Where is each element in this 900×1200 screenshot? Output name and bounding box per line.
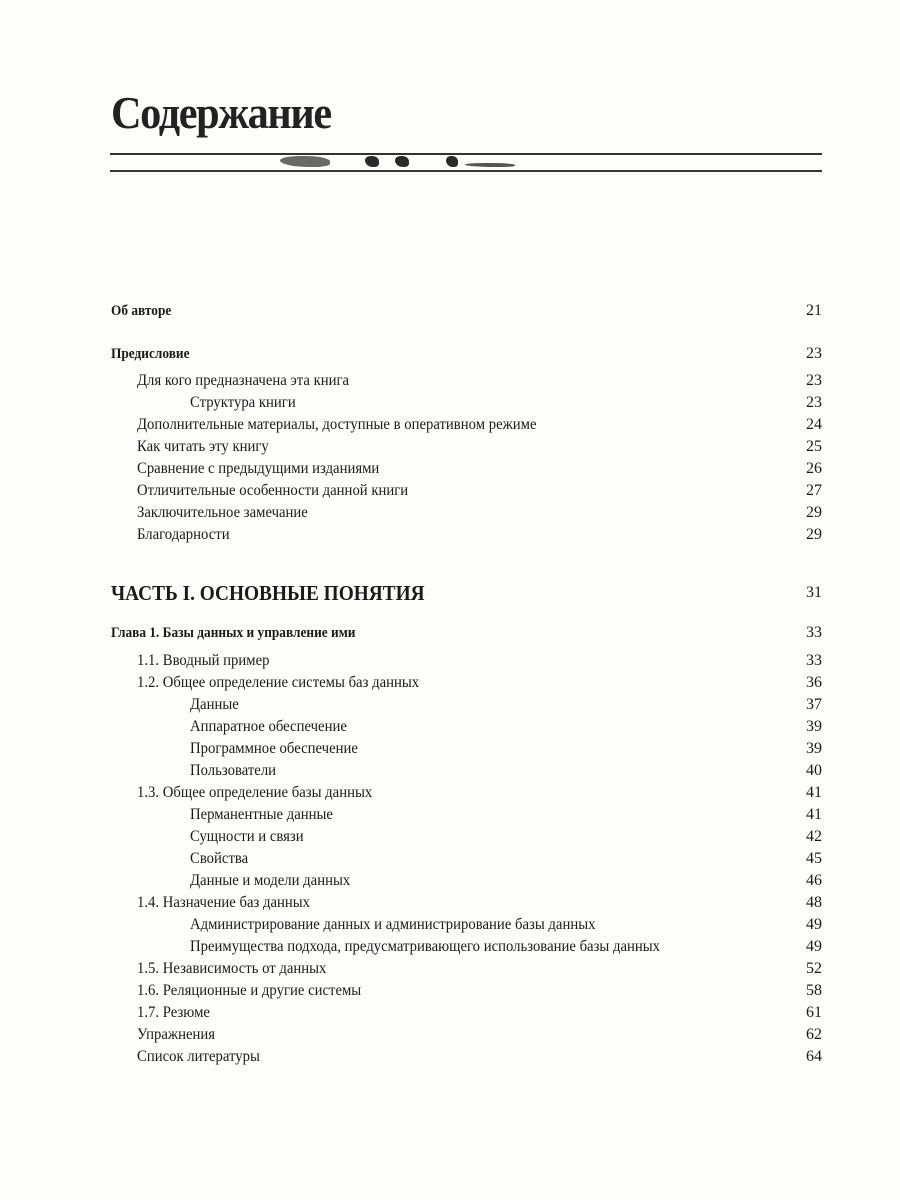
- toc-page-number: 61: [806, 1004, 822, 1021]
- toc-entry-title: 1.6. Реляционные и другие системы: [137, 982, 362, 999]
- toc-entry-title: Аппаратное обеспечение: [190, 718, 347, 735]
- toc-entry-title: Перманентные данные: [190, 806, 333, 823]
- toc-entry-title: 1.4. Назначение баз данных: [137, 894, 311, 911]
- toc-entry: [0, 848, 900, 870]
- toc-entry-title: 1.3. Общее определение базы данных: [137, 784, 373, 801]
- toc-page-number: 49: [806, 916, 822, 933]
- toc-page-number: 49: [806, 938, 822, 955]
- toc-entry-title: Как читать эту книгу: [137, 438, 269, 455]
- toc-entry-title: 1.5. Независимость от данных: [137, 960, 327, 977]
- toc-entry-title: 1.2. Общее определение системы баз данных: [137, 674, 420, 691]
- toc-page-number: 29: [806, 526, 822, 543]
- toc-entry: [0, 936, 900, 958]
- toc-page-number: 27: [806, 482, 822, 499]
- toc-page-number: 31: [806, 584, 822, 601]
- toc-entry: [0, 524, 900, 546]
- toc-entry: [0, 716, 900, 738]
- toc-entry-title: 1.7. Резюме: [137, 1004, 210, 1021]
- toc-entry-title: Отличительные особенности данной книги: [137, 482, 409, 499]
- toc-entry-title: Глава 1. Базы данных и управление ими: [111, 625, 356, 641]
- toc-entry-title: Сущности и связи: [190, 828, 304, 845]
- toc-entry-title: Заключительное замечание: [137, 504, 308, 521]
- toc-entry: [0, 1024, 900, 1046]
- toc-entry: [0, 782, 900, 804]
- toc-page-number: 33: [806, 652, 822, 669]
- toc-page-number: 36: [806, 674, 822, 691]
- toc-entry-title: Структура книги: [190, 394, 296, 411]
- decorative-rule: [110, 153, 822, 172]
- toc-page-number: 23: [806, 372, 822, 389]
- toc-page-number: 64: [806, 1048, 822, 1065]
- toc-entry: [0, 502, 900, 524]
- toc-page-number: 58: [806, 982, 822, 999]
- toc-entry: [0, 958, 900, 980]
- toc-entry-title: Список литературы: [137, 1048, 260, 1065]
- toc-entry-title: Пользователи: [190, 762, 277, 779]
- toc-entry: [0, 436, 900, 458]
- toc-entry-title: Свойства: [190, 850, 249, 867]
- toc-page-number: 24: [806, 416, 822, 433]
- toc-entry: [0, 1046, 900, 1068]
- toc-page-number: 41: [806, 806, 822, 823]
- toc-entry-title: Сравнение с предыдущими изданиями: [137, 460, 380, 477]
- toc-entry: [0, 804, 900, 826]
- toc-page-number: 23: [806, 345, 822, 362]
- toc-entry: [0, 738, 900, 760]
- toc-page-number: 62: [806, 1026, 822, 1043]
- toc-entry: [0, 826, 900, 848]
- toc-entry-title: Предисловие: [111, 346, 190, 362]
- toc-page-number: 37: [806, 696, 822, 713]
- toc-page-number: 52: [806, 960, 822, 977]
- toc-page-number: 46: [806, 872, 822, 889]
- toc-entry-title: Программное обеспечение: [190, 740, 358, 757]
- toc-part-heading: [0, 580, 900, 605]
- toc-entry: [0, 480, 900, 502]
- toc-entry: [0, 370, 900, 392]
- toc-entry: [0, 892, 900, 914]
- toc-entry: [0, 694, 900, 716]
- toc-page-number: 29: [806, 504, 822, 521]
- toc-page-number: 45: [806, 850, 822, 867]
- toc-entry-title: ЧАСТЬ I. ОСНОВНЫЕ ПОНЯТИЯ: [111, 581, 425, 605]
- toc-page-number: 26: [806, 460, 822, 477]
- toc-page-number: 42: [806, 828, 822, 845]
- toc-entry-title: Данные: [190, 696, 239, 713]
- toc-chapter-entry: [0, 622, 900, 644]
- toc-entry: [0, 914, 900, 936]
- toc-entry-title: Благодарности: [137, 526, 230, 543]
- toc-entry-title: Администрирование данных и администрирование базы данных: [190, 916, 596, 933]
- toc-entry: [0, 870, 900, 892]
- toc-entry-title: Об авторе: [111, 303, 172, 319]
- toc-entry-title: Дополнительные материалы, доступные в оперативном режиме: [137, 416, 537, 433]
- toc-page-number: 39: [806, 740, 822, 757]
- toc-entry-title: Данные и модели данных: [190, 872, 351, 889]
- toc-page-number: 41: [806, 784, 822, 801]
- toc-entry-title: Для кого предназначена эта книга: [137, 372, 350, 389]
- toc-entry: [0, 1002, 900, 1024]
- toc-entry: [0, 650, 900, 672]
- toc-entry: [0, 392, 900, 414]
- toc-page-number: 25: [806, 438, 822, 455]
- toc-chapter-entry: [0, 343, 900, 365]
- toc-entry: [0, 980, 900, 1002]
- toc-entry-title: Упражнения: [137, 1026, 216, 1043]
- toc-page-number: 48: [806, 894, 822, 911]
- toc-page-number: 21: [806, 302, 822, 319]
- toc-entry: [0, 672, 900, 694]
- toc-page-number: 40: [806, 762, 822, 779]
- toc-entry: [0, 414, 900, 436]
- toc-page-number: 33: [806, 624, 822, 641]
- toc-entry-title: 1.1. Вводный пример: [137, 652, 270, 669]
- toc-entry-title: Преимущества подхода, предусматривающего использование базы данных: [190, 938, 661, 955]
- toc-page-number: 23: [806, 394, 822, 411]
- toc-entry: [0, 760, 900, 782]
- toc-page-number: 39: [806, 718, 822, 735]
- toc-entry: [0, 458, 900, 480]
- page-title: Содержание: [111, 87, 331, 138]
- toc-chapter-entry: [0, 300, 900, 322]
